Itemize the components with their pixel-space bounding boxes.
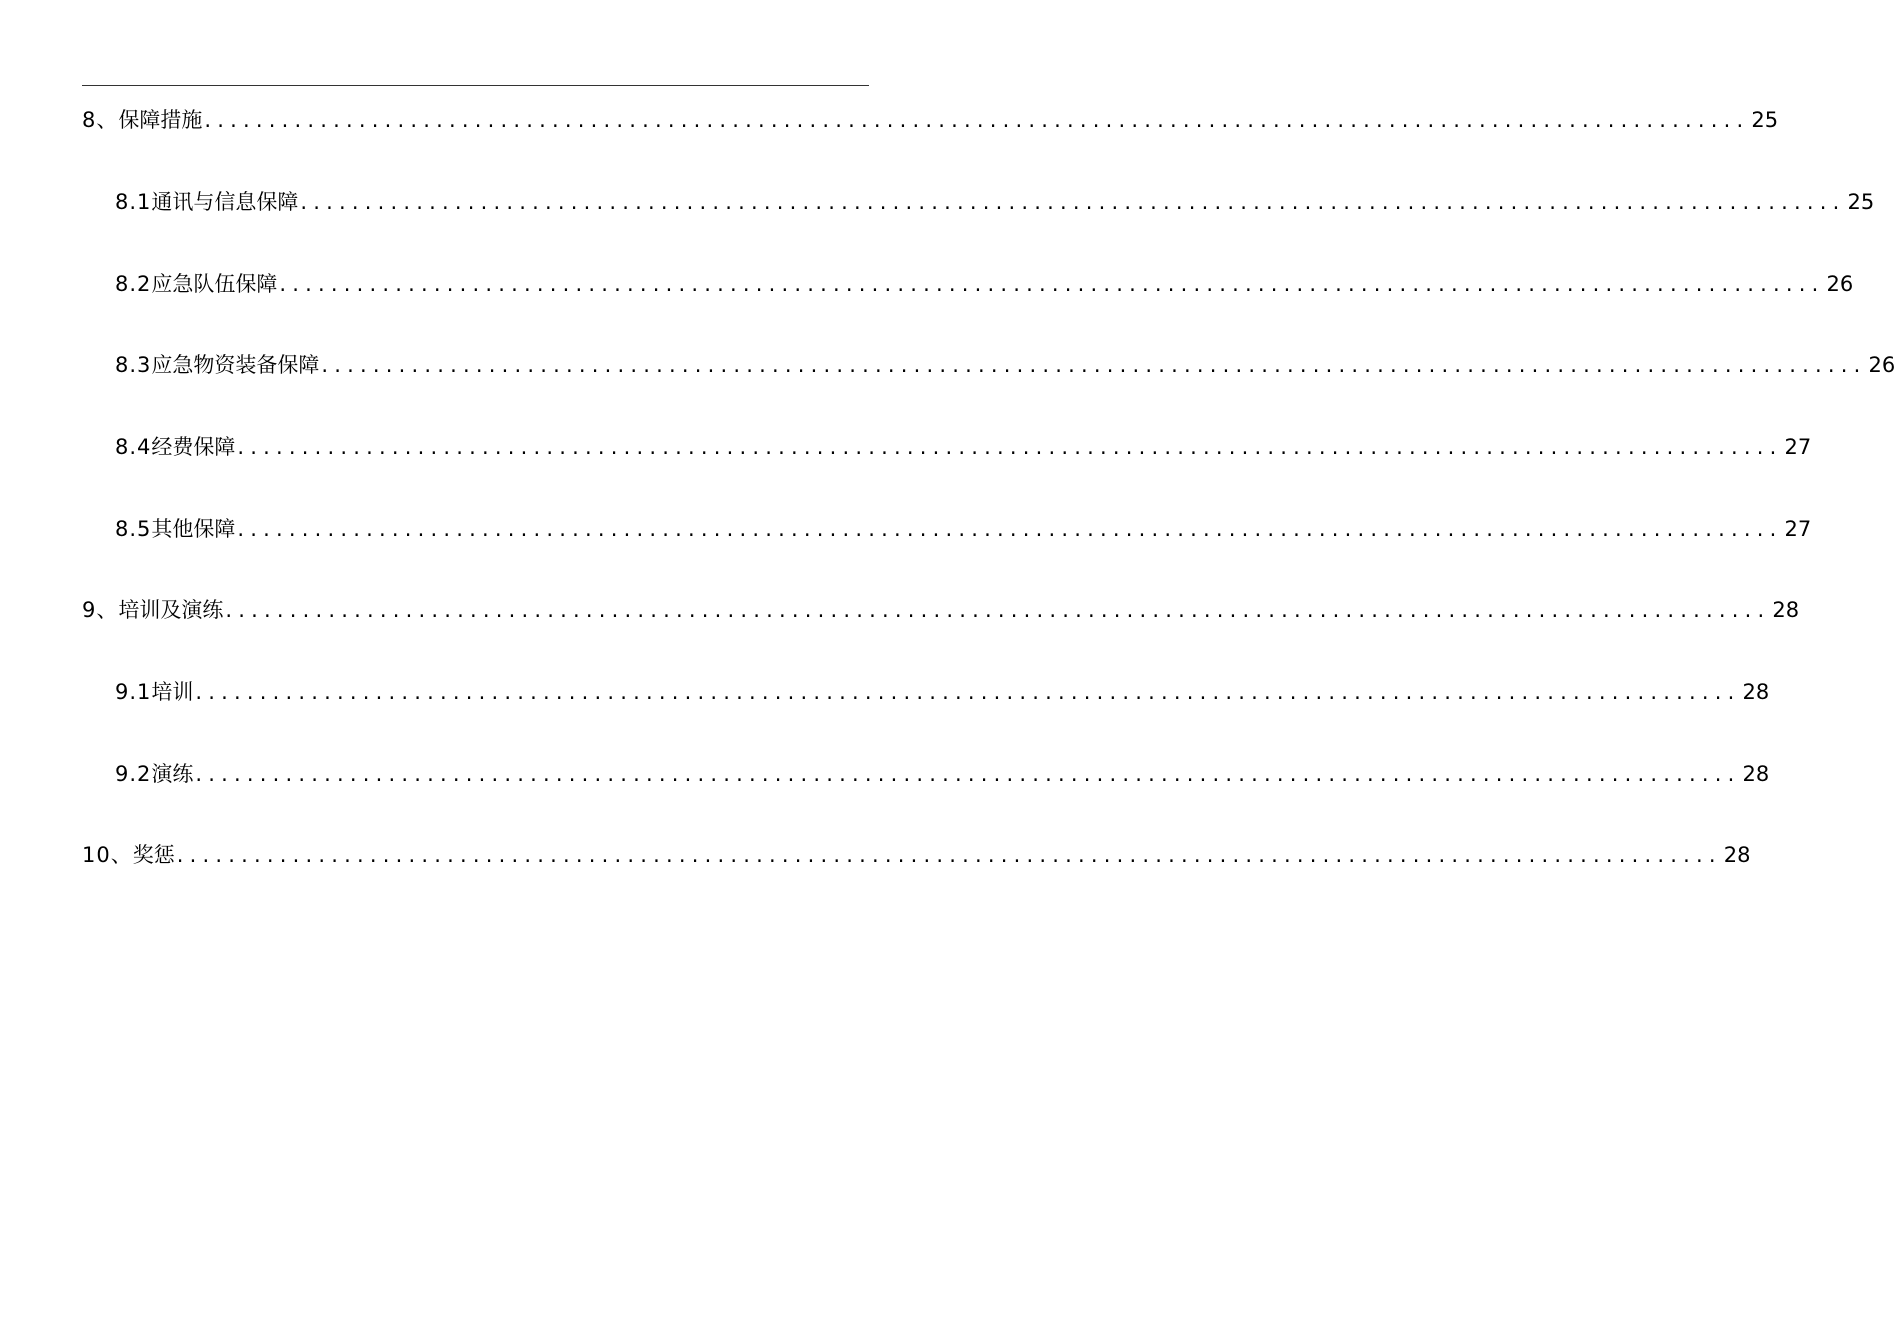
toc-entry-8-1[interactable] bbox=[115, 187, 1875, 217]
toc-entry-8-4[interactable] bbox=[115, 432, 1812, 462]
toc-entry-8-5[interactable] bbox=[115, 514, 1812, 544]
toc-entry-page: 27 bbox=[1784, 517, 1812, 541]
toc-entry-page: 27 bbox=[1784, 435, 1812, 459]
dot-leader: ........................................................................................................................ bbox=[204, 108, 1750, 132]
toc-entry-number: 8.4 bbox=[115, 435, 152, 459]
toc-entry-title: 应急物资装备保障 bbox=[151, 353, 320, 377]
toc-entry-number: 8、 bbox=[82, 108, 119, 132]
toc-entry-8[interactable] bbox=[82, 105, 1779, 135]
toc-entry-title: 培训及演练 bbox=[118, 598, 224, 622]
toc-entry-number: 8.5 bbox=[115, 517, 152, 541]
toc-entry-title: 其他保障 bbox=[151, 517, 236, 541]
toc-entry-page: 26 bbox=[1826, 272, 1854, 296]
dot-leader: ........................................................................................................................ bbox=[195, 762, 1741, 786]
dot-leader: ........................................................................................................................ bbox=[279, 272, 1825, 296]
dot-leader: ........................................................................................................................ bbox=[176, 843, 1722, 867]
toc-entry-number: 9、 bbox=[82, 598, 119, 622]
toc-entry-number: 9.1 bbox=[115, 680, 152, 704]
toc-entry-page: 28 bbox=[1742, 762, 1770, 786]
toc-entry-number: 8.2 bbox=[115, 272, 152, 296]
toc-entry-10[interactable] bbox=[82, 840, 1751, 870]
toc-entry-page: 28 bbox=[1742, 680, 1770, 704]
dot-leader: ........................................................................................................................ bbox=[237, 517, 1783, 541]
toc-entry-9-2[interactable] bbox=[115, 759, 1770, 789]
toc-entry-page: 25 bbox=[1847, 190, 1875, 214]
toc-entry-8-3[interactable] bbox=[115, 350, 1895, 380]
dot-leader: ........................................................................................................................ bbox=[321, 353, 1867, 377]
dot-leader: ........................................................................................................................ bbox=[225, 598, 1771, 622]
toc-entry-number: 9.2 bbox=[115, 762, 152, 786]
toc-entry-number: 8.1 bbox=[115, 190, 152, 214]
toc-entry-page: 26 bbox=[1868, 353, 1895, 377]
dot-leader: ........................................................................................................................ bbox=[195, 680, 1741, 704]
toc-entry-title: 应急队伍保障 bbox=[151, 272, 278, 296]
toc-entry-title: 培训 bbox=[151, 680, 194, 704]
toc-entry-page: 25 bbox=[1751, 108, 1779, 132]
dot-leader: ........................................................................................................................ bbox=[300, 190, 1846, 214]
toc-entry-number: 10、 bbox=[82, 843, 133, 867]
dot-leader: ........................................................................................................................ bbox=[237, 435, 1783, 459]
toc-entry-9-1[interactable] bbox=[115, 677, 1770, 707]
toc-entry-8-2[interactable] bbox=[115, 269, 1854, 299]
toc-entry-9[interactable] bbox=[82, 595, 1800, 625]
toc-entry-number: 8.3 bbox=[115, 353, 152, 377]
toc-entry-title: 奖惩 bbox=[132, 843, 175, 867]
toc-entry-title: 演练 bbox=[151, 762, 194, 786]
toc-entry-title: 通讯与信息保障 bbox=[151, 190, 299, 214]
toc-entry-page: 28 bbox=[1772, 598, 1800, 622]
toc-entry-title: 经费保障 bbox=[151, 435, 236, 459]
toc-entry-page: 28 bbox=[1723, 843, 1751, 867]
header-rule bbox=[82, 85, 869, 86]
toc-entry-title: 保障措施 bbox=[118, 108, 203, 132]
